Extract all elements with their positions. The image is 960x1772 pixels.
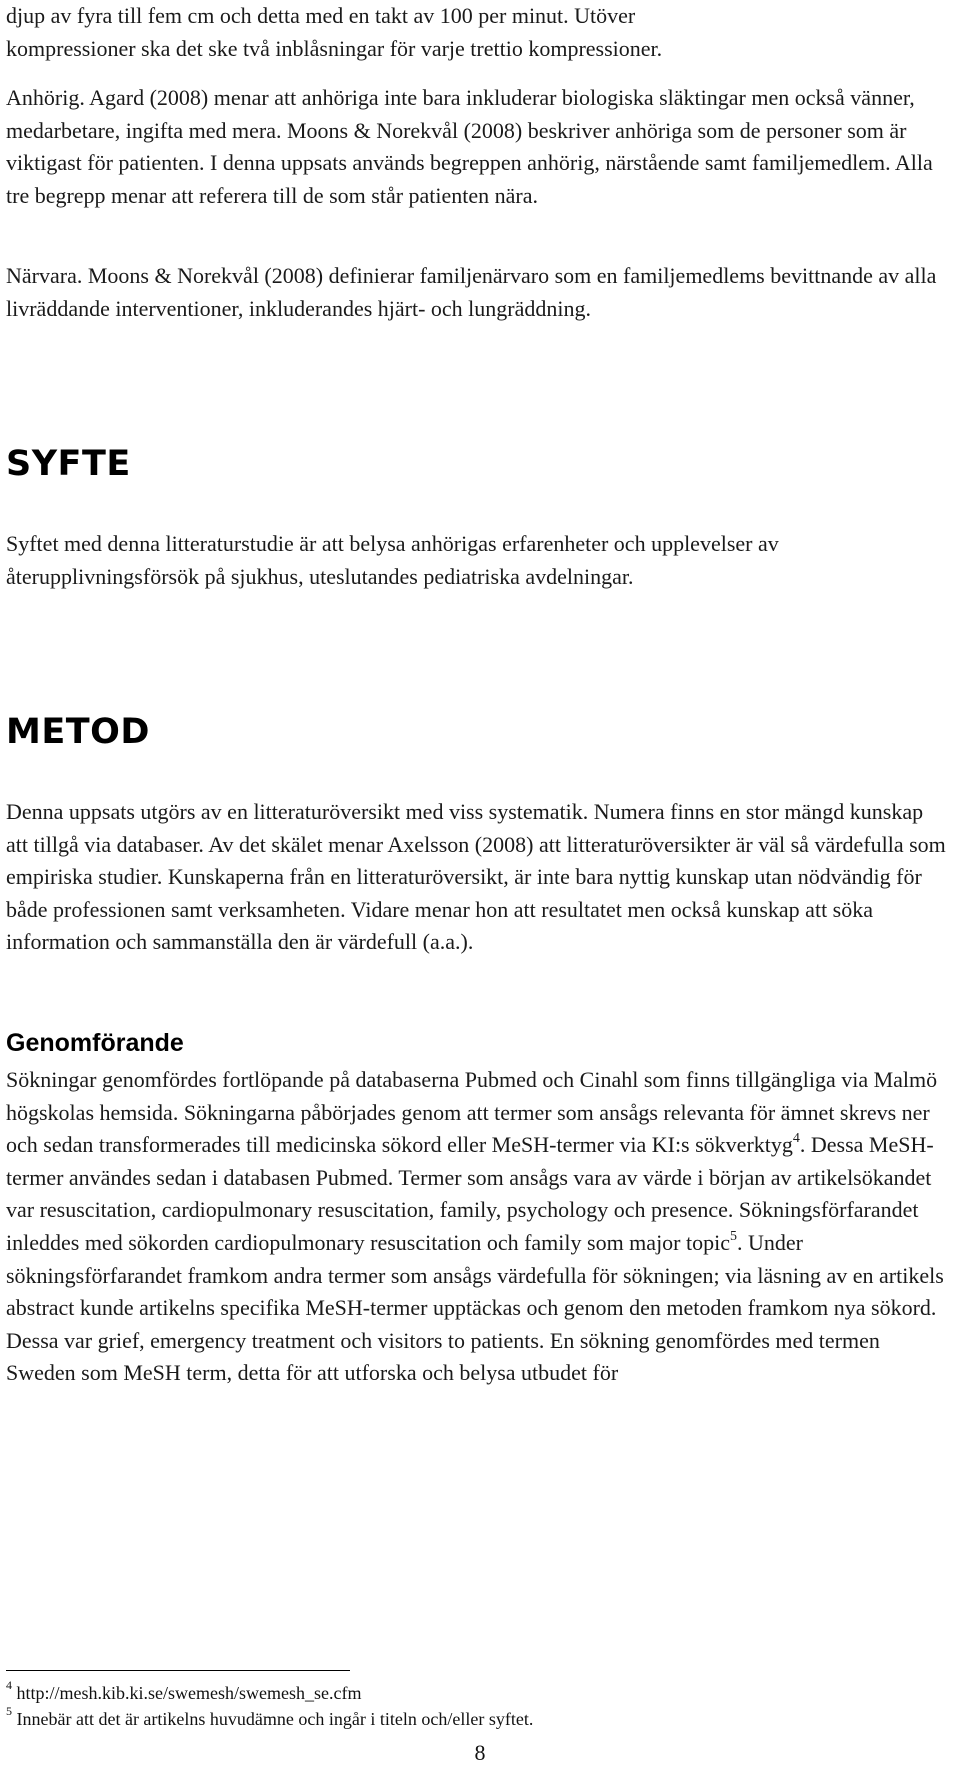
genomforande-heading: Genomförande [6, 1029, 184, 1057]
genomforande-text-b: . Dessa MeSH-termer användes sedan i databasen Pubmed. Termer som ansågs vara av värde i början av artikelsökandet var resuscitation, cardiopulmonary resuscitation, family, psychology och presence. Sökningsförfarandet inleddes med sökorden cardiopulmonary resuscitation och family som major topic [6, 1132, 934, 1255]
footnote-divider [6, 1670, 350, 1671]
metod-text: Denna uppsats utgörs av en litteraturöversikt med viss systematik. Numera finns en stor mängd kunskap att tillgå via databaser. Av det skälet menar Axelsson (2008) att litteraturöversikter är väl så värdefulla som empiriska studier. Kunskaperna från en litteraturöversikt, är inte bara nyttig kunskap utan nödvändig för både professionen samt verksamheten. Vidare menar hon att resultatet men också kunskap att söka information och sammanställa den är värdefull (a.a.). [6, 799, 946, 955]
metod-paragraph [6, 796, 946, 959]
footnote-5 [6, 1706, 946, 1732]
syfte-text: Syftet med denna litteraturstudie är att belysa anhörigas erfarenheter och upplevelser av återupplivningsförsök på sjukhus, uteslutandes pediatriska avdelningar. [6, 531, 779, 589]
footnote-ref-4: 4 [792, 1130, 800, 1146]
narvara-text: Moons & Norekvål (2008) definierar familjenärvaro som en familjemedlems bevittnande av alla livräddande interventioner, inkluderandes hjärt- och lungräddning. [6, 263, 937, 321]
intro-line-1: djup av fyra till fem cm och detta med en takt av 100 per minut. Utöver [6, 3, 636, 28]
footnote-number: 4 [6, 1678, 12, 1692]
footnote-ref-5: 5 [730, 1228, 737, 1244]
page-number: 8 [474, 1740, 486, 1765]
anhorig-text: Agard (2008) menar att anhöriga inte bara inkluderar biologiska släktingar men också vänner, medarbetare, ingifta med mera. Moons & Norekvål (2008) beskriver anhöriga som de personer som är viktigast för patienten. I denna uppsats används begreppen anhörig, närstående samt familjemedlem. Alla tre begrepp menar att referera till de som står patienten nära. [6, 85, 933, 208]
genomforande-paragraph [6, 1064, 946, 1390]
footnote-link[interactable]: http://mesh.kib.ki.se/swemesh/swemesh_se.cfm [12, 1683, 362, 1703]
narvara-term: Närvara. [6, 263, 83, 288]
anhorig-term: Anhörig. [6, 85, 85, 110]
footnote-4 [6, 1680, 946, 1706]
intro-paragraph [6, 0, 946, 65]
footnote-number: 5 [6, 1704, 12, 1718]
genomforande-text-c: . Under sökningsförfarandet framkom andra termer som ansågs värdefulla för sökningen; via läsning av en artikels abstract kunde artikelns specifika MeSH-termer upptäckas och genom den metoden framkom nya sökord. Dessa var grief, emergency treatment och visitors to patients. En sökning genomfördes med termen Sweden som MeSH term, detta för att utforska och belysa utbudet för [6, 1229, 944, 1386]
footnotes [6, 1680, 946, 1732]
genomforande-text-a: Sökningar genomfördes fortlöpande på databaserna Pubmed och Cinahl som finns tillgängliga via Malmö högskolas hemsida. Sökningarna påbörjades genom att termer som ansågs relevanta för ämnet skrevs ner och sedan transformerades till medicinska sökord eller MeSH-termer via KI:s sökverktyg [6, 1067, 938, 1158]
syfte-paragraph [6, 528, 946, 593]
metod-heading: METOD [6, 712, 150, 752]
syfte-heading: SYFTE [6, 444, 131, 484]
narvara-paragraph [6, 260, 946, 325]
intro-line-2: kompressioner ska det ske två inblåsningar för varje trettio kompressioner. [6, 35, 663, 61]
footnote-text: Innebär att det är artikelns huvudämne och ingår i titeln och/eller syftet. [12, 1709, 534, 1729]
anhorig-paragraph [6, 82, 946, 212]
